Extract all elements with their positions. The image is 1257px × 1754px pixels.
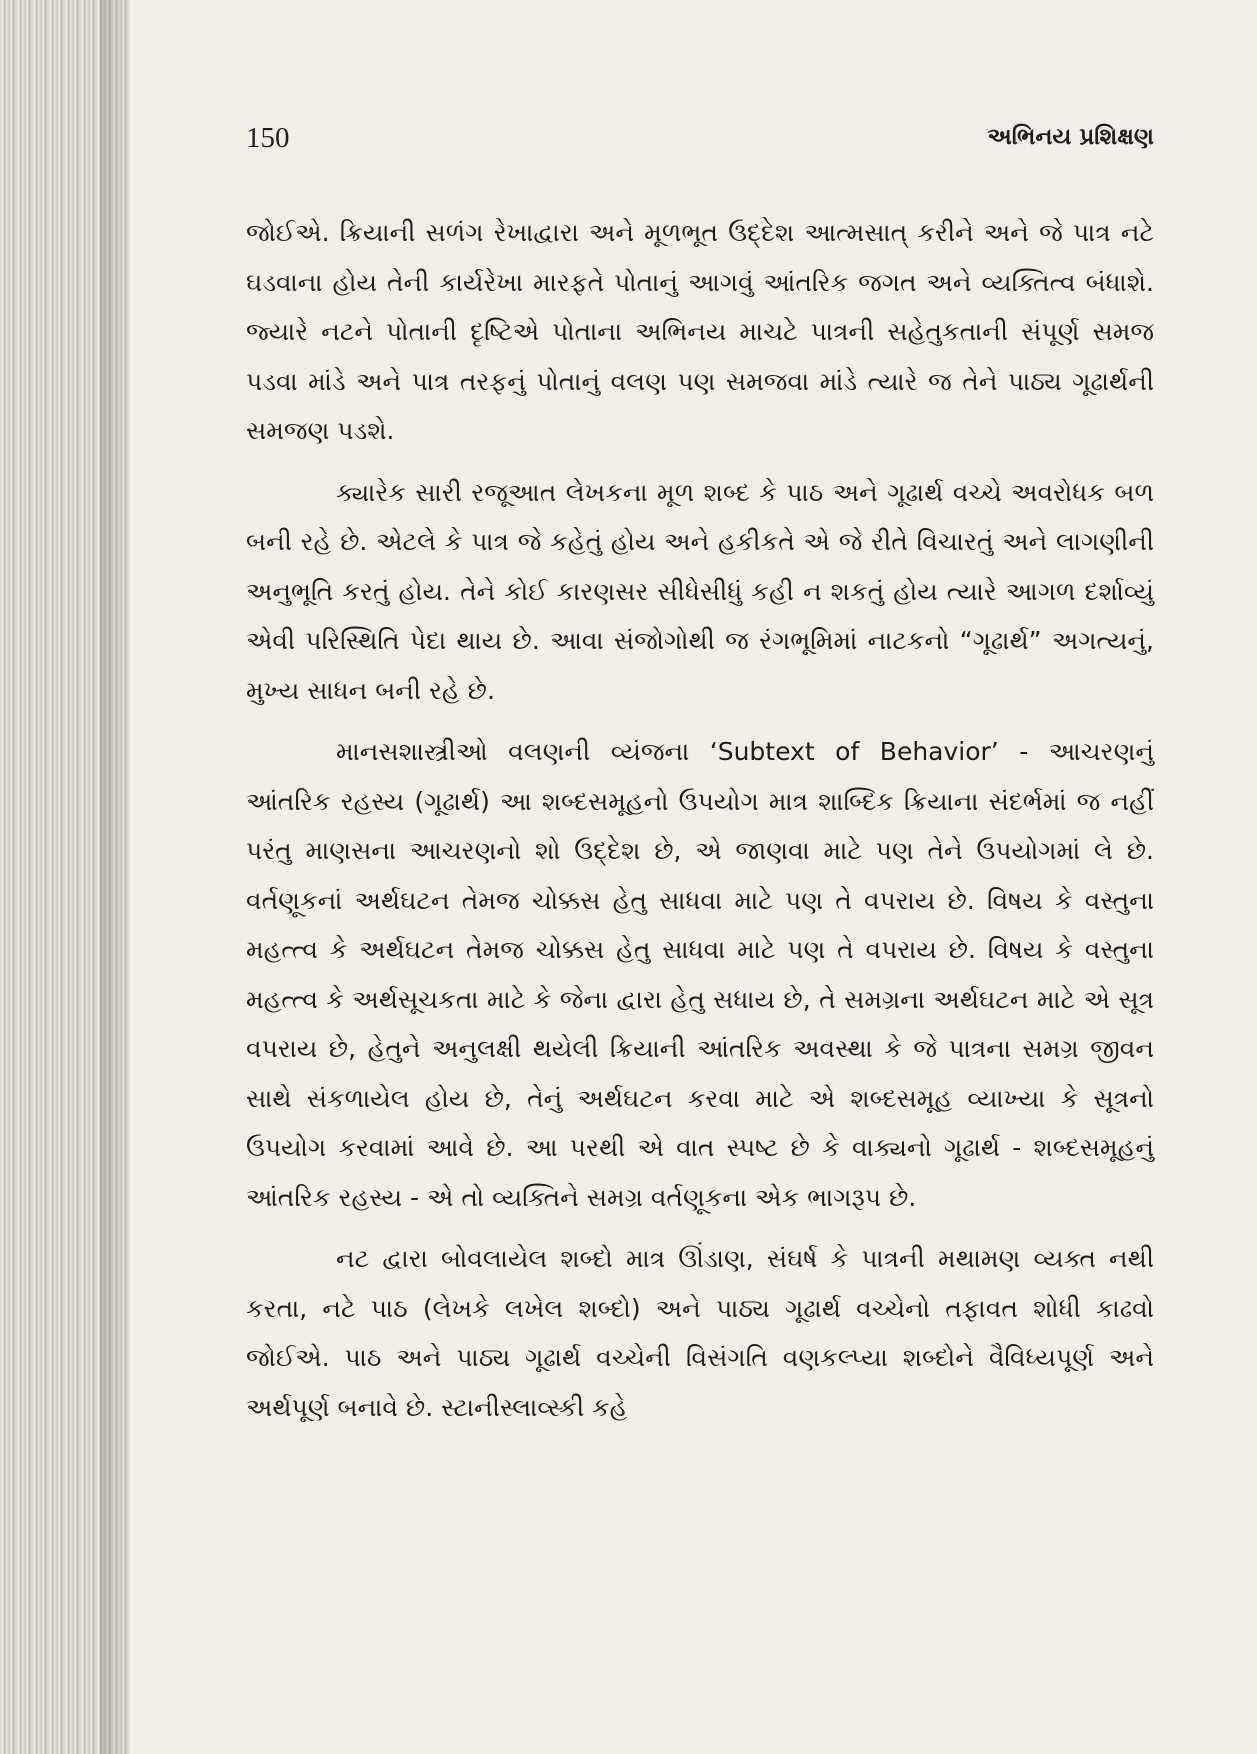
paragraph-1: જોઈએ. ક્રિયાની સળંગ રેખાદ્વારા અને મૂળભૂત ઉદ્દેશ આત્મસાત્ કરીને અને જે પાત્ર નટે ઘડવાના હોય તેની કાર્યરેખા મારફતે પોતાનું આગવું આંતરિક જગત અને વ્યક્તિત્વ બંધાશે. જ્યારે નટને પોતાની દૃષ્ટિએ પોતાના અભિનય માચટે પાત્રની સહેતુકતાની સંપૂર્ણ સમજ પડવા માંડે અને પાત્ર તરફનું પોતાનું વલણ પણ સમજવા માંડે ત્યારે જ તેને પાઠ્ય ગૂઢાર્થની સમજણ પડશે.: [246, 218, 1154, 445]
paragraph-3: માનસશાસ્ત્રીઓ વલણની વ્યંજના ‘Subtext of Behavior’ - આચરણનું આંતરિક રહસ્ય (ગૂઢાર્થ) આ શબ્દસમૂહનો ઉપયોગ માત્ર શાબ્દિક ક્રિયાના સંદર્ભમાં જ નહીં પરંતુ માણસના આચરણનો શો ઉદ્દેશ છે, એ જાણવા માટે પણ તેને ઉપયોગમાં લે છે. વર્તણૂકનાં અર્થઘટન તેમજ ચોક્કસ હેતુ સાધવા માટે પણ તે વપરાય છે. વિષય કે વસ્તુના મહત્ત્વ કે અર્થઘટન તેમજ ચોક્કસ હેતુ સાધવા માટે પણ તે વપરાય છે. વિષય કે વસ્તુના મહત્ત્વ કે અર્થસૂચકતા માટે કે જેના દ્વારા હેતુ સધાય છે, તે સમગ્રના અર્થઘટન માટે એ સૂત્ર વપરાય છે, હેતુને અનુલક્ષી થયેલી ક્રિયાની આંતરિક અવસ્થા કે જે પાત્રના સમગ્ર જીવન સાથે સંકળાયેલ હોય છે, તેનું અર્થઘટન કરવા માટે એ શબ્દસમૂહ વ્યાખ્યા કે સૂત્રનો ઉપયોગ કરવામાં આવે છે. આ પરથી એ વાત સ્પષ્ટ છે કે વાક્યનો ગૂઢાર્થ - શબ્દસમૂહનું આંતરિક રહસ્ય - એ તો વ્યક્તિને સમગ્ર વર્તણૂકના એક ભાગરૂપ છે.: [246, 737, 1154, 1212]
page-number: 150: [246, 122, 290, 154]
paragraph-4: નટ દ્વારા બોવલાયેલ શબ્દો માત્ર ઊંડાણ, સંઘર્ષ કે પાત્રની મથામણ વ્યક્ત નથી કરતા, નટે પાઠ (લેખકે લખેલ શબ્દો) અને પાઠ્ય ગૂઢાર્થ વચ્ચેનો તફાવત શોધી કાઢવો જોઈએ. પાઠ અને પાઠ્ય ગૂઢાર્થ વચ્ચેની વિસંગતિ વણકલ્પ્યા શબ્દોને વૈવિધ્યપૂર્ણ અને અર્થપૂર્ણ બનાવે છે. સ્ટાનીસ્લાવ્સ્કી કહે: [246, 1244, 1154, 1422]
page-edges: [0, 0, 130, 1754]
body-text: [246, 208, 1154, 1444]
page-header: [246, 122, 1154, 162]
paragraph-2: ક્યારેક સારી રજૂઆત લેખકના મૂળ શબ્દ કે પાઠ અને ગૂઢાર્થ વચ્ચે અવરોધક બળ બની રહે છે. એટલે કે પાત્ર જે કહેતું હોય અને હકીકતે એ જે રીતે વિચારતું અને લાગણીની અનુભૂતિ કરતું હોય. તેને કોઈ કારણસર સીધેસીધું કહી ન શકતું હોય ત્યારે આગળ દર્શાવ્યું એવી પરિસ્થિતિ પેદા થાય છે. આવા સંજોગોથી જ રંગભૂમિમાં નાટકનો “ગૂઢાર્થ” અગત્યનું, મુખ્ય સાધન બની રહે છે.: [246, 477, 1154, 705]
running-head: અભિનય પ્રશિક્ષણ: [987, 124, 1154, 150]
